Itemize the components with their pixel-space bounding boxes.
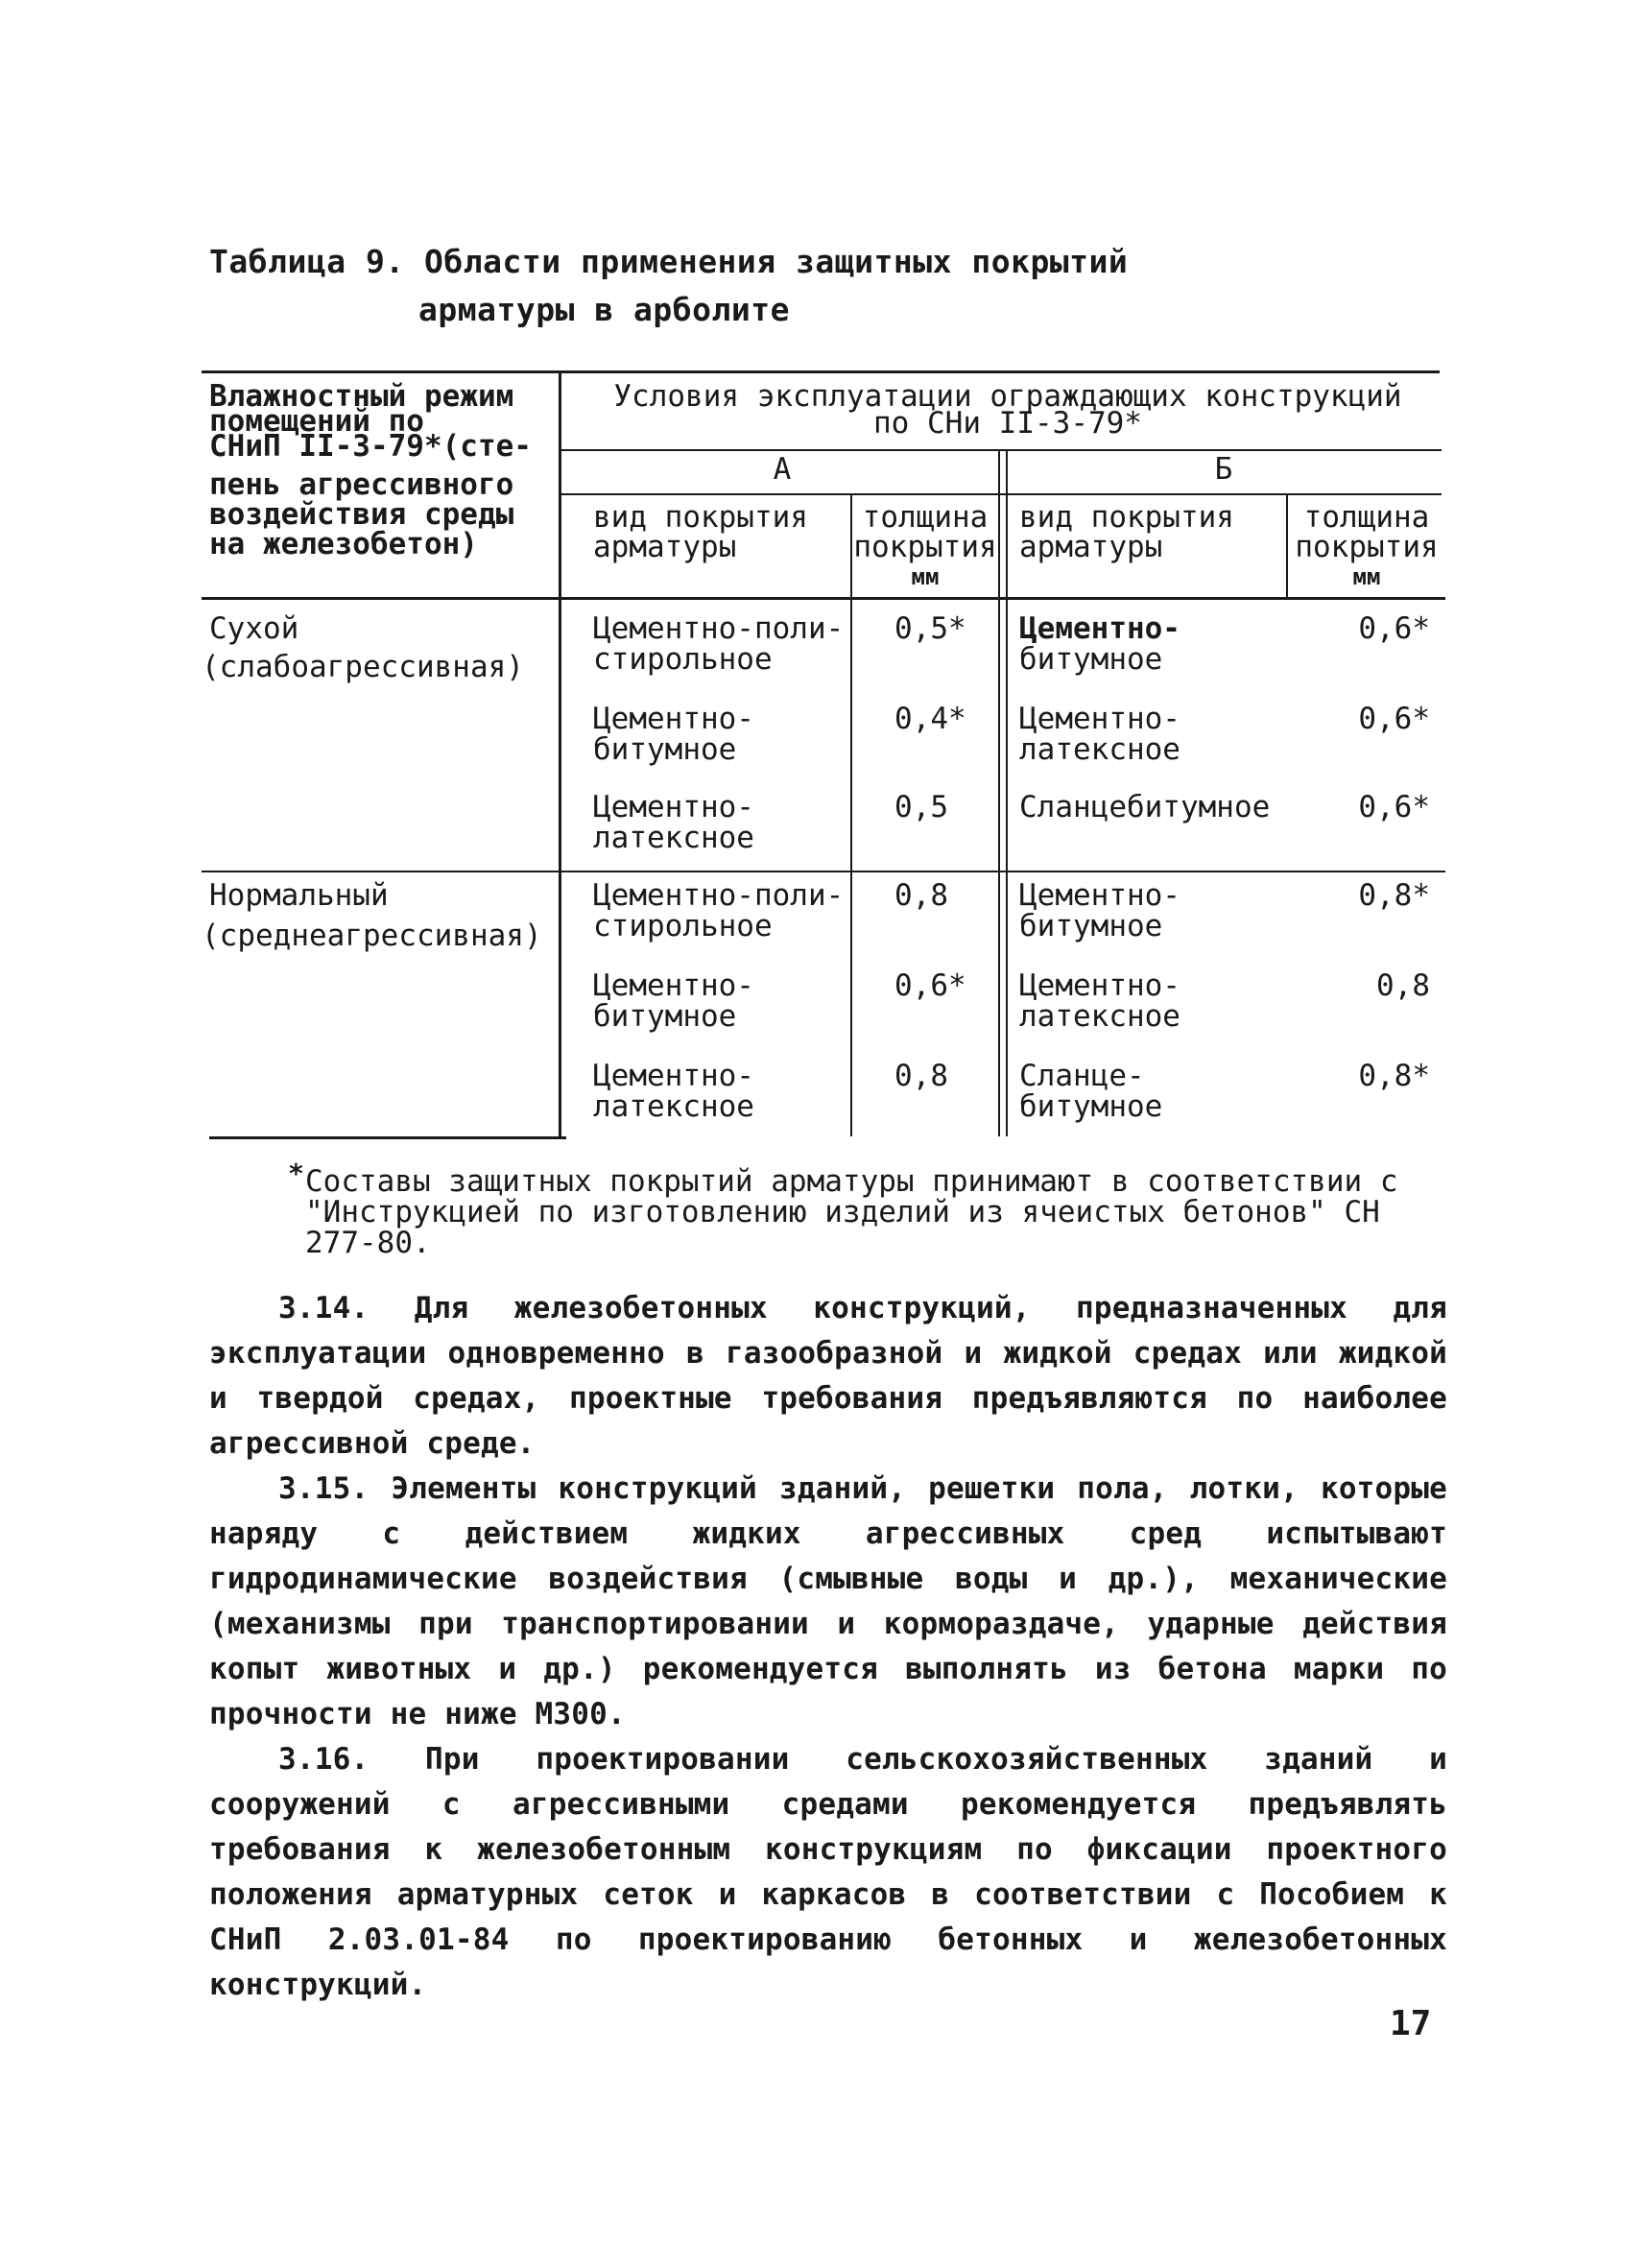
header-group-line-1: Условия эксплуатации ограждающих конструкций (613, 379, 1402, 414)
footnote-text: Составы защитных покрытий арматуры принимают в соответствии с "Инструкцией по изготовлению изделий из ячеистых бетонов" СН 277-80. (305, 1164, 1398, 1260)
subheader-bottom-rule (559, 493, 1442, 495)
col1-vertical-rule (559, 370, 561, 1138)
mode-dry-line-2: (слабоагрессивная) (202, 650, 524, 684)
normal-row3-a-kind-2: латексное (593, 1089, 754, 1124)
normal-row2-a-thick: 0,6* (894, 968, 966, 1003)
ab-vertical-rule-2 (1006, 449, 1008, 1136)
dry-row3-b-kind-1: Сланцебитумное (1019, 790, 1271, 824)
dry-row3-b-thick: 0,6* (1358, 790, 1430, 824)
caption-line-1: Таблица 9. Области применения защитных покрытий (209, 243, 1129, 280)
b-kind-header-line-1: вид покрытия (1019, 500, 1234, 535)
group-divider-rule (202, 871, 1445, 872)
paragraph-3-14: 3.14. Для железобетонных конструкций, предназначенных для эксплуатации одновременно в газообразной и жидкой средах или жидкой и твердой средах, проектные требования предъявляются по наиболее агрессивной среде. (209, 1291, 1447, 1461)
b-thick-header-line-1: толщина (1303, 500, 1430, 535)
header-mode-line-1: Влажностный режим (209, 379, 514, 414)
a-thick-header-unit: мм (911, 563, 940, 590)
mode-dry-line-1: Сухой (209, 611, 299, 646)
a-thick-header-line-1: толщина (862, 500, 989, 535)
paragraph-3-15: 3.15. Элементы конструкций зданий, решетки пола, лотки, которые наряду с действием жидких агрессивных сред испытывают гидродинамические воздействия (смывные воды и др.), механические (механизмы при транспортировании и кормораздаче, ударные действия копыт животных и др.) рекомендуется выполнять из бетона марки по прочности не ниже М300. (209, 1471, 1447, 1731)
normal-row1-b-thick: 0,8* (1358, 878, 1430, 913)
mode-normal-line-2: (среднеагрессивная) (202, 919, 542, 953)
normal-row1-a-kind-1: Цементно-поли- (593, 878, 845, 913)
normal-row3-b-thick: 0,8* (1358, 1059, 1430, 1093)
normal-row1-a-thick: 0,8 (894, 878, 948, 913)
header-mode-line-5: воздействия среды (209, 497, 514, 532)
dry-row2-a-thick: 0,4* (894, 702, 966, 736)
header-group-line-2: по СНи II-3-79* (873, 406, 1142, 441)
dry-row1-a-kind-1: Цементно-поли- (593, 611, 845, 646)
normal-row1-a-kind-2: стирольное (593, 909, 773, 943)
page-number: 17 (1390, 2004, 1432, 2043)
normal-row2-a-kind-1: Цементно- (593, 968, 754, 1003)
header-mode-line-6: на железобетон) (209, 527, 478, 561)
b-thick-header-line-2: покрытия (1295, 530, 1439, 564)
a-thick-header-line-2: покрытия (853, 530, 997, 564)
dry-row2-a-kind-1: Цементно- (593, 702, 754, 736)
table-footnote (288, 1158, 1457, 1260)
normal-row1-b-kind-1: Цементно- (1019, 878, 1180, 913)
table-header-bottom-rule (202, 597, 1445, 600)
normal-row2-b-thick: 0,8 (1376, 968, 1430, 1003)
table-caption (209, 238, 1128, 334)
footnote-mark: * (288, 1158, 304, 1189)
dry-row2-b-kind-2: латексное (1019, 732, 1180, 767)
normal-row3-b-kind-1: Сланце- (1019, 1059, 1145, 1093)
dry-row1-b-kind-1: Цементно- (1019, 611, 1180, 646)
a-kind-header-line-2: арматуры (593, 530, 737, 564)
paragraph-3-16: 3.16. При проектировании сельскохозяйственных зданий и сооружений с агрессивными средами рекомендуется предъявлять требования к железобетонным конструкциям по фиксации проектного положения арматурных сеток и каркасов в соответствии с Пособием к СНиП 2.03.01-84 по проектированию бетонных и железобетонных конструкций. (209, 1742, 1447, 2002)
dry-row1-a-kind-2: стирольное (593, 642, 773, 677)
dry-row1-b-thick: 0,6* (1358, 611, 1430, 646)
normal-row3-a-thick: 0,8 (894, 1059, 948, 1093)
dry-row1-a-thick: 0,5* (894, 611, 966, 646)
subheader-top-rule (559, 449, 1442, 451)
subheader-b: Б (1214, 452, 1233, 487)
normal-row1-b-kind-2: битумное (1019, 909, 1163, 943)
table-bottom-rule (209, 1136, 566, 1139)
header-mode-line-2: помещений по (209, 404, 424, 439)
normal-row3-a-kind-1: Цементно- (593, 1059, 754, 1093)
caption-line-2: арматуры в арболите (418, 291, 790, 328)
dry-row1-b-kind-2: битумное (1019, 642, 1163, 677)
normal-row3-b-kind-2: битумное (1019, 1089, 1163, 1124)
header-mode-line-3: СНиП II-3-79*(сте- (209, 429, 532, 464)
header-mode-line-4: пень агрессивного (209, 467, 514, 502)
b-thick-header-unit: мм (1352, 563, 1381, 590)
normal-row2-b-kind-2: латексное (1019, 999, 1180, 1034)
dry-row3-a-kind-1: Цементно- (593, 790, 754, 824)
subheader-a: А (773, 452, 792, 487)
table-top-rule (202, 370, 1440, 373)
dry-row2-b-kind-1: Цементно- (1019, 702, 1180, 736)
b-kind-header-line-2: арматуры (1019, 530, 1163, 564)
a-kind-header-line-1: вид покрытия (593, 500, 808, 535)
dry-row3-a-kind-2: латексное (593, 821, 754, 855)
dry-row2-b-thick: 0,6* (1358, 702, 1430, 736)
dry-row3-a-thick: 0,5 (894, 790, 948, 824)
normal-row2-a-kind-2: битумное (593, 999, 737, 1034)
dry-row2-a-kind-2: битумное (593, 732, 737, 767)
mode-normal-line-1: Нормальный (209, 878, 389, 913)
normal-row2-b-kind-1: Цементно- (1019, 968, 1180, 1003)
